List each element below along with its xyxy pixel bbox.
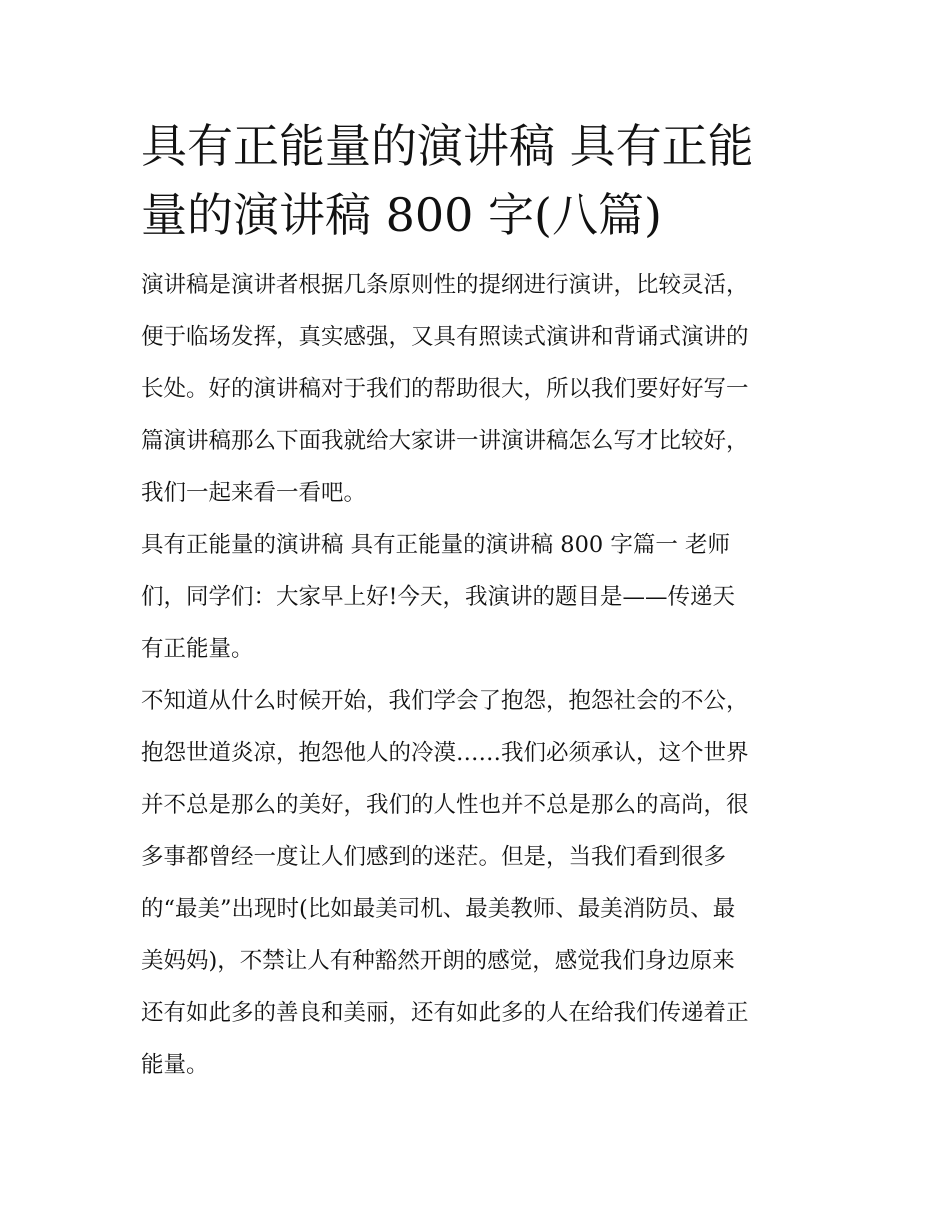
paragraph-line: 有正能量。 bbox=[141, 636, 254, 662]
paragraph-line: 具有正能量的演讲稿 具有正能量的演讲稿 800 字篇一 老师 bbox=[141, 532, 731, 558]
title-line: 量的演讲稿 800 字(八篇) bbox=[141, 188, 662, 242]
paragraph-line: 篇演讲稿那么下面我就给大家讲一讲演讲稿怎么写才比较好， bbox=[141, 428, 749, 454]
title-line: 具有正能量的演讲稿 具有正能 bbox=[141, 119, 754, 173]
speech-opening-paragraph bbox=[141, 519, 821, 675]
paragraph-line: 能量。 bbox=[141, 1052, 209, 1078]
document-title bbox=[141, 112, 821, 250]
paragraph-line: 我们一起来看一看吧。 bbox=[141, 480, 367, 506]
document-content bbox=[141, 112, 821, 1091]
paragraph-line: 抱怨世道炎凉，抱怨他人的冷漠……我们必须承认，这个世界 bbox=[141, 740, 749, 766]
paragraph-line: 们，同学们：大家早上好!今天，我演讲的题目是——传递天 bbox=[141, 584, 736, 610]
intro-paragraph bbox=[141, 259, 821, 519]
paragraph-line: 不知道从什么时候开始，我们学会了抱怨，抱怨社会的不公， bbox=[141, 688, 749, 714]
paragraph-line: 便于临场发挥，真实感强，又具有照读式演讲和背诵式演讲的 bbox=[141, 324, 749, 350]
paragraph-line: 并不总是那么的美好，我们的人性也并不总是那么的高尚，很 bbox=[141, 792, 749, 818]
paragraph-line: 长处。好的演讲稿对于我们的帮助很大，所以我们要好好写一 bbox=[141, 376, 749, 402]
paragraph-line: 还有如此多的善良和美丽，还有如此多的人在给我们传递着正 bbox=[141, 1000, 749, 1026]
paragraph-line: 的“最美”出现时(比如最美司机、最美教师、最美消防员、最 bbox=[141, 896, 736, 922]
paragraph-line: 演讲稿是演讲者根据几条原则性的提纲进行演讲，比较灵活， bbox=[141, 272, 749, 298]
speech-body-paragraph bbox=[141, 675, 821, 1091]
paragraph-line: 多事都曾经一度让人们感到的迷茫。但是，当我们看到很多 bbox=[141, 844, 727, 870]
paragraph-line: 美妈妈)，不禁让人有种豁然开朗的感觉，感觉我们身边原来 bbox=[141, 948, 735, 974]
